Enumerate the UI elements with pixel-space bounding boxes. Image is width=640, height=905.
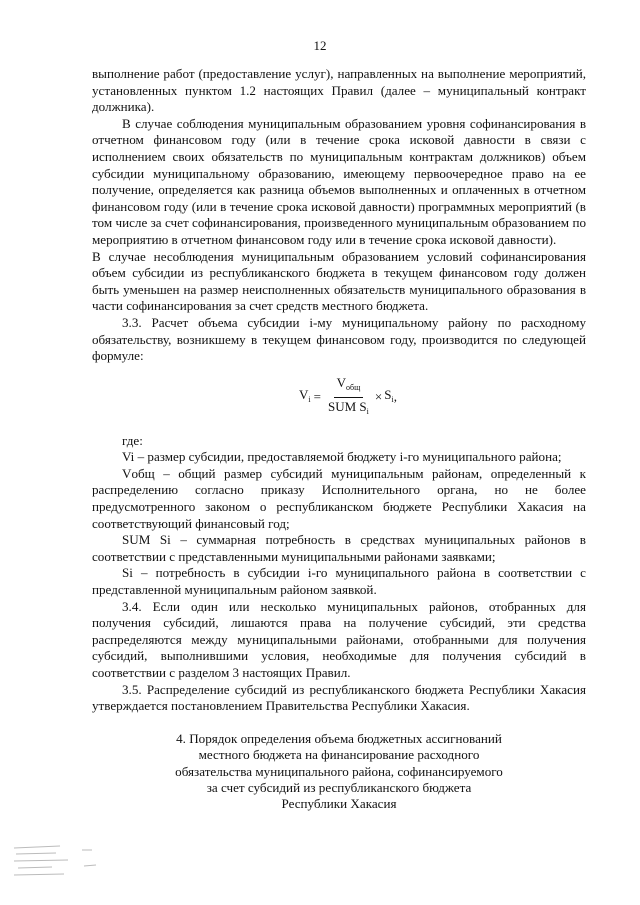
page-number: 12 <box>313 38 327 53</box>
formula-denominator: SUM $S_i$ <box>327 399 369 417</box>
subsidy-formula <box>299 375 397 421</box>
document-body <box>92 66 586 813</box>
formula-rhs: $S_i$ <box>384 386 394 404</box>
formula-numerator: $V_{общ}$ <box>334 375 364 399</box>
paragraph-3-5: 3.5. Распределение субсидий из республиканского бюджета Республики Хакасия утверждается постановлением Правительства Республики Хакасия. <box>92 681 586 714</box>
formula-block <box>92 365 586 423</box>
faded-stamp-mark <box>12 842 112 880</box>
where-label: где: <box>122 432 143 448</box>
definition-si: Si – потребность в субсидии i-го муниципального района в соответствии с представленной муниципальным районом заявкой. <box>92 565 586 598</box>
formula-tail: , <box>393 389 397 405</box>
heading-line: Республики Хакасия <box>281 796 397 812</box>
heading-line: местного бюджета на финансирование расходного <box>198 747 480 763</box>
definition-sum-si: SUM Si – суммарная потребность в средствах муниципальных районов в соответствии с представленными муниципальными районами заявками; <box>92 532 586 564</box>
formula-lhs: $V_i$ <box>299 386 311 404</box>
paragraph-cofinancing-compliance: В случае соблюдения муниципальным образованием уровня софинансирования в отчетном финансовом году (или в течение срока исковой давности в связи с исполнением своих обязательств по муниципальным контрактам должников) объем субсидии муниципальному образованию, имеющему первоочередное право на ее получение, определяется как разница объемов выполненных и оплаченных в отчетном финансовом году (или в течение срока исковой давности) программных мероприятий (в том числе за счет софинансирования, произведенного муниципальным образованием по мероприятию в отчетном финансовом году или в течение срока исковой давности). <box>92 115 586 247</box>
formula-times: × <box>374 389 383 405</box>
paragraph-3-4: 3.4. Если один или несколько муниципальных районов, отобранных для получения субсидий, лишаются права на получение субсидий, эти средства распределяются между муниципальными районами, отобранными для получения субсидий, выполнившими условия, необходимые для получения субсидий в соответствии с разделом 3 настоящих Правил. <box>92 598 586 680</box>
section-4-heading <box>92 731 586 813</box>
formula-equals: = <box>313 389 321 405</box>
paragraph-continuation: выполнение работ (предоставление услуг), направленных на выполнение мероприятий, установленных пунктом 1.2 настоящих Правил (далее – муниципальный контракт должника). <box>92 66 586 115</box>
heading-line: обязательства муниципального района, софинансируемого <box>175 763 503 779</box>
formula-fraction <box>328 375 369 421</box>
paragraph-cofinancing-noncompliance: В случае несоблюдения муниципальным образованием условий софинансирования объем субсидии из республиканского бюджета в текущем финансовом году должен быть уменьшен на размер неисполненных обязательств муниципального образования в части софинансирования за счет средств местного бюджета. <box>92 248 586 314</box>
definition-vi: Vi – размер субсидии, предоставляемой бюджету i-го муниципального района; <box>122 449 562 465</box>
heading-line: за счет субсидий из республиканского бюджета <box>206 780 472 795</box>
definition-vobsh: Vобщ – общий размер субсидий муниципальным районам, определенный к распределению согласно приказу Исполнительного органа, но не более предусмотренного законом о республиканском бюджете Республики Хакасия на соответствующий финансовый год; <box>92 465 586 531</box>
paragraph-3-3: 3.3. Расчет объема субсидии i-му муниципальному району по расходному обязательству, возникшему в текущем финансовом году, производится по следующей формуле: <box>92 314 586 364</box>
heading-line: 4. Порядок определения объема бюджетных ассигнований <box>176 730 502 746</box>
